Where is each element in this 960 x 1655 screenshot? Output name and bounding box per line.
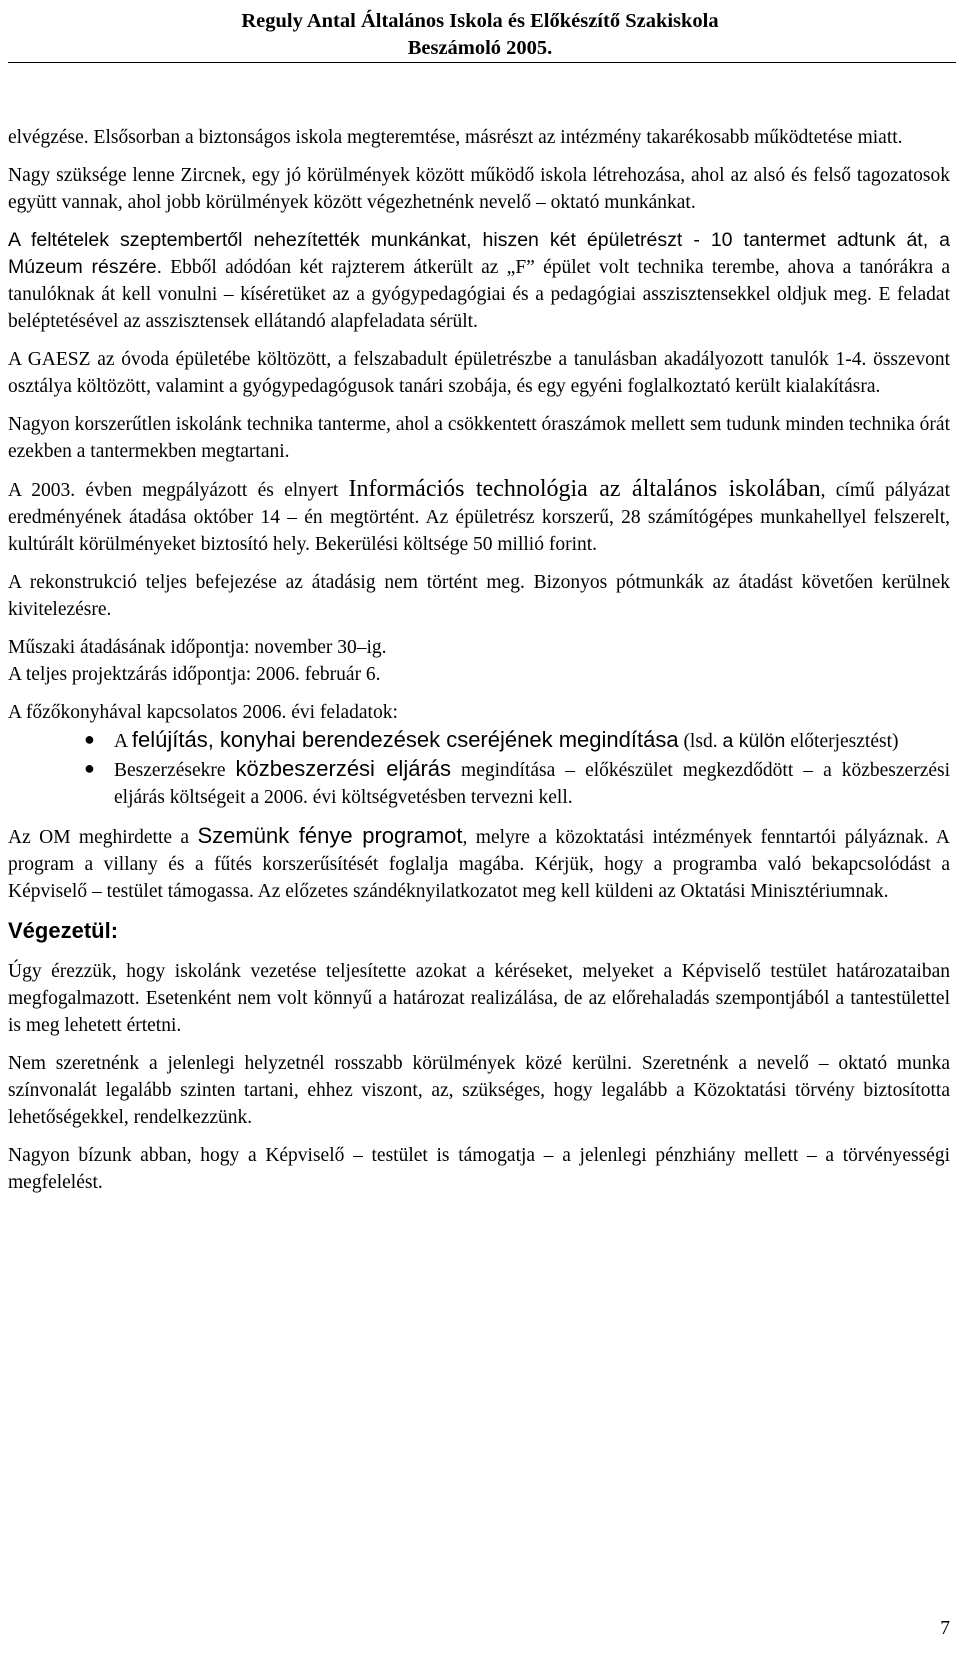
- list-item-text: (lsd.: [683, 731, 718, 752]
- paragraph-conditions: [8, 227, 950, 335]
- paragraph-closing-previous: elvégzése. Elsősorban a biztonságos iskola megteremtése, másrészt az intézmény takarékosabb működtetése miatt.: [8, 127, 903, 148]
- kitchen-tasks-heading: A főzőkonyhával kapcsolatos 2006. évi feladatok:: [8, 702, 398, 723]
- bullet-icon: ●: [84, 729, 95, 749]
- list-item-text: előterjesztést): [790, 731, 899, 752]
- paragraph-reconstruction: A rekonstrukció teljes befejezése az átadásig nem történt meg. Bizonyos pótmunkák az átadást követően kerülnek kivitelezésre.: [8, 572, 950, 620]
- paragraph-technika: Nagyon korszerűtlen iskolánk technika tanterme, ahol a csökkentett óraszámok mellett sem tudunk minden technika órát ezekben a tantermekben megtartani.: [8, 414, 950, 462]
- paragraph-leadership: Úgy érezzük, hogy iskolánk vezetése teljesítette azokat a kéréseket, melyeket a Képviselő testület határozataiban megfogalmazott. Esetenként nem volt könnyű a határozat realizálása, de az előrehaladás szempontjából a tantestülettel is meg lehetett értetni.: [8, 961, 950, 1036]
- it-project-details: , című pályázat eredményének átadása október 14 – én megtörtént. Az épületrész korszerű, 28 számítógépes munkahellyel felszerelt, kultúrált körülményeket biztosító hely. Bekerülési költsége 50 millió forint.: [8, 480, 950, 555]
- paragraph-conditions-wish: Nem szeretnénk a jelenlegi helyzetnél rosszabb körülmények közé kerülni. Szeretnénk a nevelő – oktató munka színvonalát legalább szinten tartani, ehhez viszont, az, szükséges, hogy legalább a Közoktatási törvény biztosította lehetőségekkel, rendelkezzünk.: [8, 1053, 950, 1128]
- document-body: [8, 124, 950, 1207]
- list-item-text: Beszerzésekre: [114, 760, 226, 781]
- conditions-serif-text: Ebből adódóan két rajzterem átkerült az „F” épület volt technika terembe, ahova a tanórákra a tanulóknak át kell vonulni – kíséretüket az a gyógypedagógiai és a pedagógiai asszisztensekkel oldjuk meg. E feladat beléptetésével az asszisztensek ellátandó alapfeladata sérült.: [8, 257, 950, 332]
- header-school-name: Reguly Antal Általános Iskola és Előkészítő Szakiskola: [241, 10, 719, 32]
- list-item: [8, 755, 950, 811]
- list-item-highlight: közbeszerzési eljárás: [235, 756, 452, 781]
- list-item-text: A: [114, 731, 128, 752]
- om-program-title: Szemünk fénye programot: [197, 823, 463, 848]
- list-item-text: megindítása – előkészület megkezdődött – a közbeszerzési eljárás költségeit a 2006. évi költségvetésben tervezni kell.: [114, 760, 951, 808]
- paragraph-it-project: [8, 476, 950, 558]
- page-number: 7: [940, 1618, 950, 1639]
- kitchen-task-list: [8, 726, 950, 811]
- paragraph-om-program: [8, 822, 950, 905]
- it-project-intro: A 2003. évben megpályázott és elnyert: [8, 480, 339, 501]
- list-item-text: a külön: [722, 730, 786, 752]
- om-program-intro: Az OM meghirdette a: [8, 827, 190, 848]
- handover-date: Műszaki átadásának időpontja: november 30–ig.: [8, 637, 387, 658]
- bullet-icon: ●: [84, 758, 95, 778]
- conditions-sans-text: A feltételek szeptembertől nehezítették munkánkat, hiszen két épületrészt - 10 tantermet adtunk át, a Múzeum részére.: [8, 229, 950, 278]
- paragraph-zirc-need: Nagy szüksége lenne Zircnek, egy jó körülmények között működő iskola létrehozása, ahol az alsó és felső tagozatosok együtt vannak, ahol jobb körülmények között végezhetnénk nevelő – oktató munkánkat.: [8, 165, 950, 213]
- header-divider: [8, 62, 956, 63]
- it-project-title: Információs technológia az általános iskolában: [348, 476, 821, 502]
- om-program-details: , melyre a közoktatási intézmények fenntartói pályáznak. A program a villany és a fűtés korszerűsítését foglalja magába. Kérjük, hogy a programba való bekapcsolódást a Képviselő – testület támogassa. Az előzetes szándéknyilatkozatot meg kell küldeni az Oktatási Minisztériumnak.: [8, 827, 950, 902]
- list-item: [8, 726, 950, 755]
- list-item-highlight: felújítás, konyhai berendezések cseréjének megindítása: [131, 727, 679, 752]
- header-report-title: Beszámoló 2005.: [407, 37, 553, 59]
- page-header: [0, 8, 960, 62]
- paragraph-final-request: Nagyon bízunk abban, hogy a Képviselő – testület is támogatja – a jelenlegi pénzhiány mellett – a törvényességi megfelelést.: [8, 1145, 950, 1193]
- project-closing-date: A teljes projektzárás időpontja: 2006. február 6.: [8, 664, 381, 685]
- closing-heading: Végezetül:: [8, 918, 119, 943]
- paragraph-gaesz: A GAESZ az óvoda épületébe költözött, a felszabadult épületrészbe a tanulásban akadályozott tanulók 1-4. összevont osztálya költözött, valamint a gyógypedagógusok tanári szobája, és egy egyéni foglalkoztató került kialakításra.: [8, 349, 950, 397]
